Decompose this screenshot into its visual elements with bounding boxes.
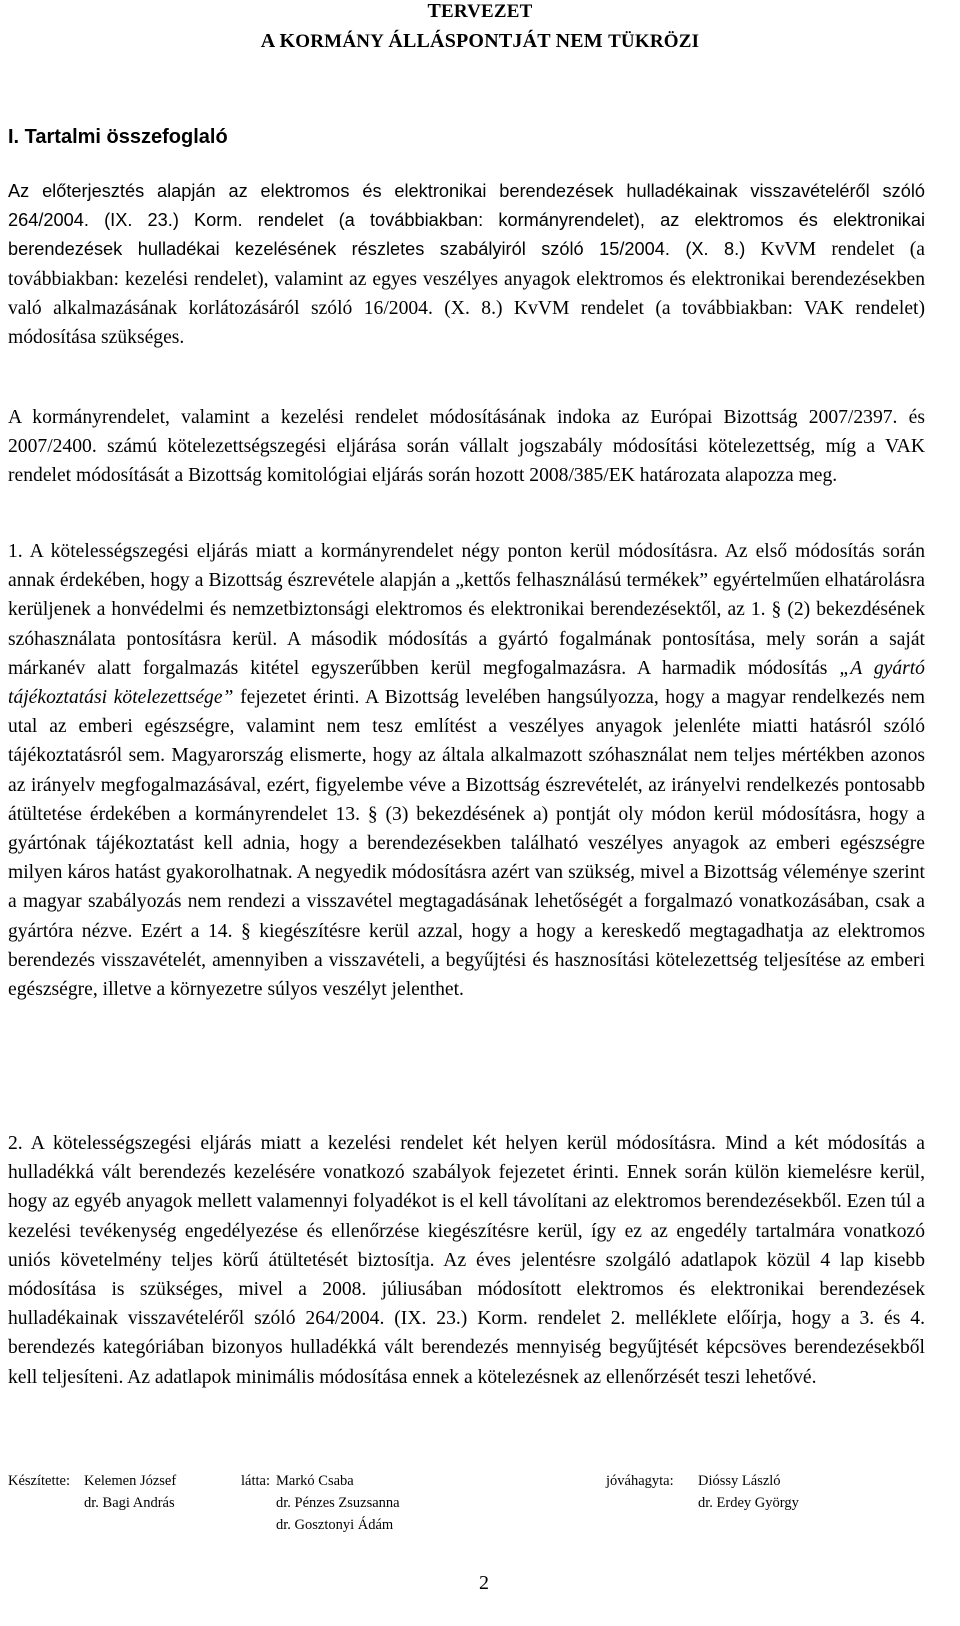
- approved-name: dr. Erdey György: [698, 1495, 799, 1511]
- disclaimer-part-b: ORMÁNY: [295, 31, 389, 52]
- paragraph-point-1-part-b: fejezetet érinti. A Bizottság levelében hangsúlyozza, hogy a magyar rendelkezés nem utal az emberi egészségre, valamint nem tesz említést a veszélyes anyagok jelenléte miatti hatásról szóló tájékoztatásról sem. Magyarország elismerte, hogy az általa alkalmazott szóhasználat nem teljes mértékben azonos az irányelv megfogalmazásával, ezért, figyelembe véve a Bizottság észrevételét, az irányelvi rendelkezés pontosabb átültetése érdekében a kormányrendelet 13. § (3) bekezdésének a) pontját oly módon kerül módosításra, hogy a gyártónak tájékoztatást kell adnia, hogy a berendezésekben található veszélyes anyagok az emberi egészségre milyen káros hatást gyakorolhatnak. A negyedik módosításra azért van szükség, mivel a Bizottság véleménye szerint a magyar szabályozás nem rendezi a visszavétel megtagadásának lehetőségét a forgalmazó vonatkozásában, csak a gyártóra nézve. Ezért a 14. § kiegészítésre kerül azzal, hogy a hogy a kereskedő megtagadhatja az elektromos berendezés visszavételét, amennyiben a visszavételi, a begyűjtési és hasznosítási kötelezettség teljesítése az emberi egészségre, illetve a környezetre súlyos veszélyt jelenthet.: [8, 687, 925, 1001]
- prepared-name: Kelemen József: [84, 1473, 177, 1489]
- disclaimer-part-c: ÁLLÁSPONTJÁT NEM: [388, 30, 609, 52]
- seen-name: dr. Gosztonyi Ádám: [276, 1517, 394, 1533]
- paragraph-intro-part-c: KvVM rendelet (a továbbiakban: kezelési rendelet), valamint az egyes veszélyes anyagok elektromos és elektronikai berendezésekben való alkalmazásának korlátozásáról szóló 16/2004. (X. 8.) KvVM rendelet (a továbbiakban: VAK rendelet) módosítása szükséges.: [8, 239, 925, 349]
- approved-label-col: [606, 1470, 674, 1492]
- draft-header: [0, 0, 960, 23]
- paragraph-reason: A kormányrendelet, valamint a kezelési rendelet módosításának indoka az Európai Bizottság 2007/2397. és 2007/2400. számú kötelezettségszegési eljárása során vállalt jogszabály módosítási kötelezettség, míg a VAK rendelet módosítását a Bizottság komitológiai eljárás során hozott 2008/385/EK határozata alapozza meg.: [8, 407, 925, 487]
- approved-label: jóváhagyta:: [606, 1473, 674, 1489]
- approved-name: Dióssy László: [698, 1473, 781, 1489]
- paragraph-point-1-part-a: 1. A kötelességszegési eljárás miatt a kormányrendelet négy ponton kerül módosításra. Az első módosítás során annak érdekében, hogy a Bizottság észrevétele alapján a „kettős felhasználású termékek” egyértelműen elhatárolásra kerüljenek a honvédelmi és nemzetbiztonsági elektromos és elektronikai berendezésektől, az 1. § (2) bekezdésének szóhasználata pontosításra kerül. A második módosítás a gyártó fogalmának pontosítása, mely során a saját márkanév alatt forgalmazás kitétel egyszerűbben kerül megfogalmazásra. A harmadik módosítás: [8, 541, 925, 679]
- seen-label-col: [241, 1470, 270, 1492]
- paragraph-point-1: [8, 537, 925, 1004]
- paragraph-intro: [8, 177, 925, 352]
- prepared-name: dr. Bagi András: [84, 1495, 175, 1511]
- prepared-label: Készítette:: [8, 1473, 71, 1489]
- signature-footer: [8, 1470, 928, 1560]
- page-number: 2: [479, 1572, 489, 1594]
- paragraph-intro-part-a: Az előterjesztés alapján az elektromos és elektronikai berendezések hulladékainak visszavételéről szóló: [8, 181, 925, 201]
- section-title: I. Tartalmi összefoglaló: [8, 126, 228, 148]
- header-rest: ERVEZET: [441, 1, 533, 22]
- seen-name: dr. Pénzes Zsuzsanna: [276, 1495, 400, 1511]
- approved-names-col: [698, 1470, 799, 1514]
- chapter-title-italic: „A gyártó tájékoztatási kötelezettsége”: [8, 657, 925, 709]
- seen-name: Markó Csaba: [276, 1473, 354, 1489]
- paragraph-intro-part-b: 264/2004. (IX. 23.) Korm. rendelet (a továbbiakban: kormányrendelet), az elektromos és elektronikai berendezések hulladékai kezelésének részletes szabályiról szóló 15/2004. (X. 8.): [8, 210, 925, 260]
- seen-label: látta:: [241, 1473, 270, 1489]
- disclaimer-part-d: TÜKRÖZI: [608, 31, 700, 52]
- disclaimer-header: [0, 30, 960, 53]
- header-cap: T: [427, 0, 441, 22]
- prepared-names-col: [84, 1470, 176, 1514]
- seen-names-col: [276, 1470, 400, 1536]
- prepared-label-col: [8, 1470, 70, 1492]
- paragraph-point-2: 2. A kötelességszegési eljárás miatt a kezelési rendelet két helyen kerül módosításra. Mind a két módosítás a hulladékká vált berendezés kezelésére vonatkozó szabályok fejezetet érinti. Ennek során külön kiemelésre kerül, hogy az egyéb anyagok mellett valamennyi folyadékot is el kell távolítani az elektromos berendezésekből. Ezen túl a kezelési tevékenység engedélyezése és ellenőrzése kiegészítésre kerül, így ez az engedély tartalmára vonatkozó uniós követelmény teljes körű átültetését biztosítja. Az éves jelentésre szolgáló adatlapok közül 4 lap kisebb módosítása is szükséges, mivel a 2008. júliusában módosított elektromos és elektronikai berendezések hulladékainak visszavételéről szóló 264/2004. (IX. 23.) Korm. rendelet 2. melléklete előírja, hogy a 3. és 4. berendezés kategóriában bizonyos hulladékká vált berendezés mennyiség begyűjtését képcsöves berendezésekből kell teljesíteni. Az adatlapok minimális módosítása ennek a kötelezésnek az ellenőrzését teszi lehetővé.: [8, 1133, 925, 1388]
- disclaimer-part-a: A K: [260, 30, 296, 52]
